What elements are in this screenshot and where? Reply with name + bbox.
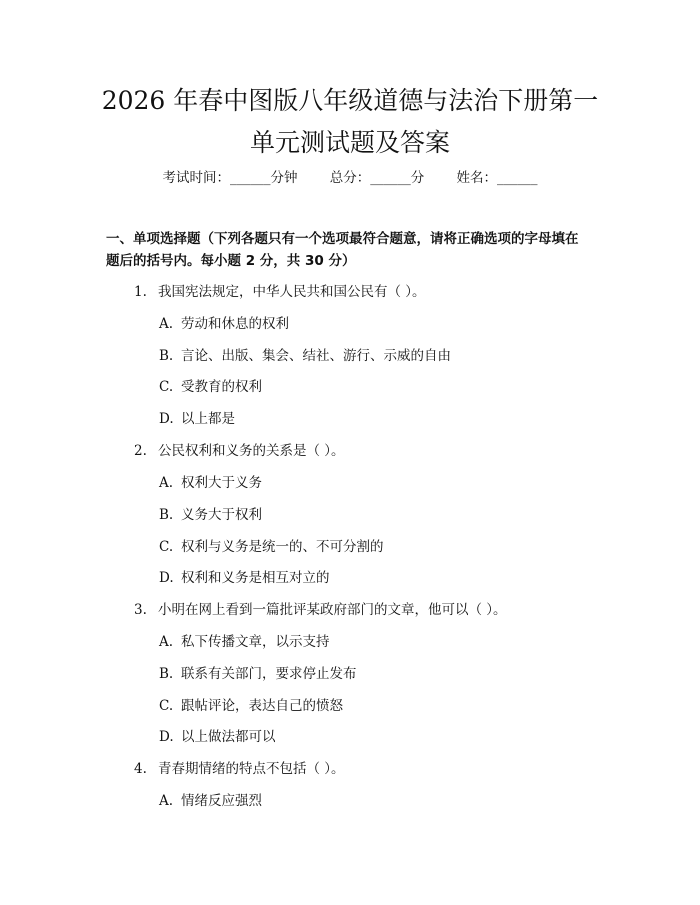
question-3-option-a [159, 632, 330, 652]
option-text: 跟帖评论，表达自己的愤怒 [181, 698, 343, 714]
question-2-option-c [159, 537, 384, 557]
question-1-option-a [159, 314, 289, 334]
question-text: 我国宪法规定，中华人民共和国公民有（ ）。 [158, 284, 426, 300]
title-line-1: 2026 年春中图版八年级道德与法治下册第一 [101, 86, 599, 115]
option-text: 义务大于权利 [181, 507, 262, 523]
option-text: 私下传播文章，以示支持 [181, 634, 330, 650]
question-3-option-c [159, 696, 343, 716]
question-3-option-b [159, 664, 357, 684]
question-4 [134, 759, 345, 779]
option-letter: C. [159, 698, 174, 714]
question-1-option-b [159, 346, 451, 366]
question-number: 2. [134, 443, 147, 459]
option-text: 以上都是 [181, 411, 235, 427]
option-letter: D. [159, 729, 174, 745]
option-letter: A. [159, 793, 174, 809]
option-text: 权利与义务是统一的、不可分割的 [181, 539, 384, 555]
option-letter: B. [159, 507, 174, 523]
question-number: 3. [134, 602, 147, 618]
option-letter: A. [159, 634, 174, 650]
question-1-option-c [159, 377, 262, 397]
question-2 [134, 441, 345, 461]
section-heading-line-1: 一、单项选择题（下列各题只有一个选项最符合题意，请将正确选项的字母填在 [106, 231, 579, 247]
option-text: 权利大于义务 [181, 475, 262, 491]
title-line-2: 单元测试题及答案 [249, 128, 450, 157]
option-text: 言论、出版、集会、结社、游行、示威的自由 [181, 348, 451, 364]
question-number: 1. [134, 284, 147, 300]
question-3-option-d [159, 727, 276, 747]
option-letter: D. [159, 411, 174, 427]
option-text: 权利和义务是相互对立的 [181, 570, 330, 586]
option-letter: B. [159, 666, 174, 682]
question-text: 小明在网上看到一篇批评某政府部门的文章，他可以（ ）。 [158, 602, 507, 618]
option-text: 情绪反应强烈 [181, 793, 262, 809]
question-3 [134, 600, 507, 620]
option-text: 受教育的权利 [181, 379, 262, 395]
exam-name-field: 姓名：______ [456, 170, 538, 186]
exam-meta [0, 168, 700, 188]
question-2-option-a [159, 473, 262, 493]
option-text: 劳动和休息的权利 [181, 316, 289, 332]
page-title [0, 80, 700, 164]
option-letter: A. [159, 475, 174, 491]
exam-total-score: 总分：______分 [329, 170, 425, 186]
option-letter: C. [159, 539, 174, 555]
question-text: 青春期情绪的特点不包括（ ）。 [158, 761, 345, 777]
option-text: 联系有关部门，要求停止发布 [181, 666, 357, 682]
option-text: 以上做法都可以 [181, 729, 276, 745]
question-2-option-d [159, 568, 330, 588]
question-text: 公民权利和义务的关系是（ ）。 [158, 443, 345, 459]
question-1-option-d [159, 409, 235, 429]
option-letter: D. [159, 570, 174, 586]
section-heading [106, 228, 606, 272]
option-letter: C. [159, 379, 174, 395]
exam-time: 考试时间：______分钟 [162, 170, 298, 186]
question-number: 4. [134, 761, 147, 777]
option-letter: A. [159, 316, 174, 332]
option-letter: B. [159, 348, 174, 364]
question-2-option-b [159, 505, 262, 525]
section-heading-line-2: 题后的括号内。每小题 2 分，共 30 分） [106, 253, 356, 269]
question-1 [134, 282, 426, 302]
question-4-option-a [159, 791, 262, 811]
